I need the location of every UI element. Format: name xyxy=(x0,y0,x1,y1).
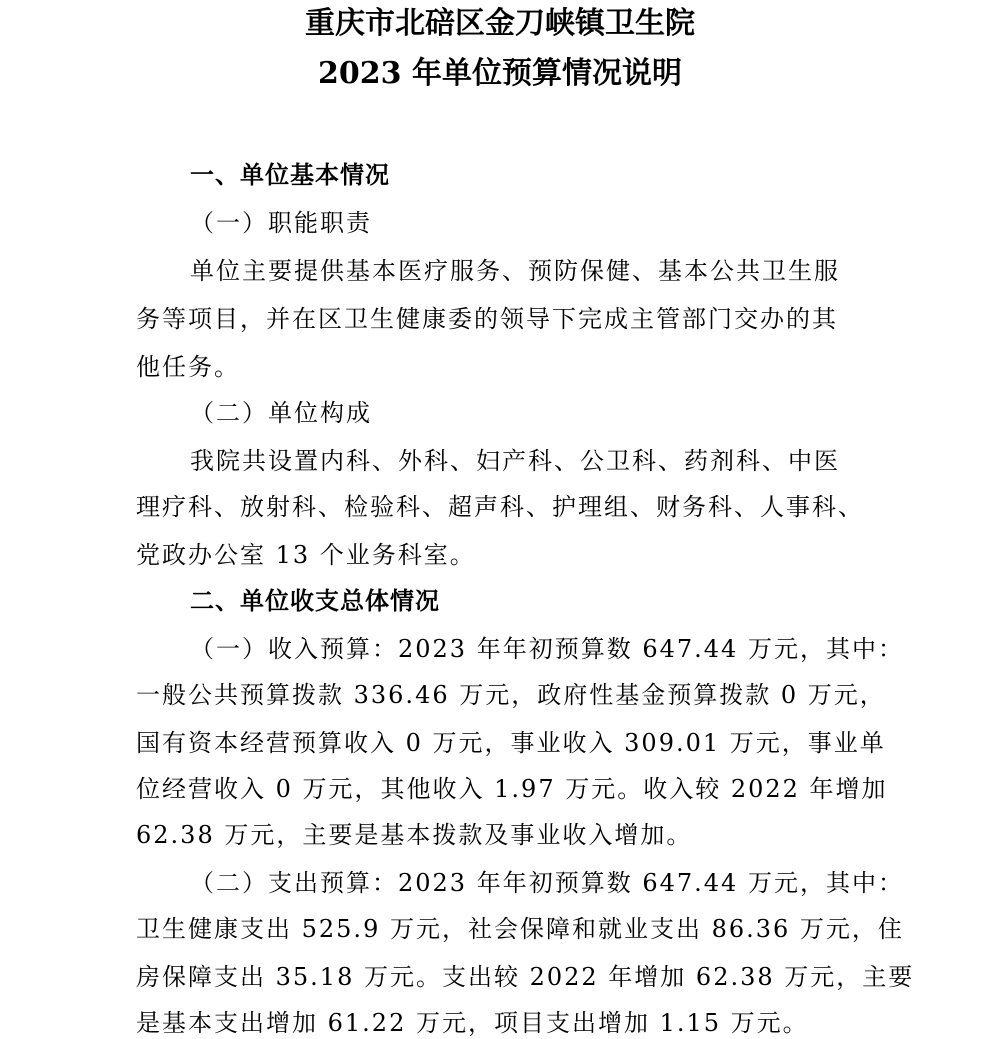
paragraph-line: 我院共设置内科、外科、妇产科、公卫科、药剂科、中医 xyxy=(190,447,840,475)
paragraph-line: 理疗科、放射科、检验科、超声科、护理组、财务科、人事科、 xyxy=(136,493,864,521)
paragraph-line: 卫生健康支出 525.9 万元，社会保障和就业支出 86.36 万元，住 xyxy=(136,915,904,943)
section-heading-revenue-expenditure: 二、单位收支总体情况 xyxy=(190,586,440,615)
document-title-line-1: 重庆市北碚区金刀峡镇卫生院 xyxy=(305,6,695,41)
paragraph-line: 房保障支出 35.18 万元。支出较 2022 年增加 62.38 万元，主要 xyxy=(136,963,915,991)
paragraph-line: 62.38 万元，主要是基本拨款及事业收入增加。 xyxy=(136,821,693,849)
section-heading-basic-info: 一、单位基本情况 xyxy=(190,160,390,189)
paragraph-line: 国有资本经营预算收入 0 万元，事业收入 309.01 万元，事业单 xyxy=(136,729,886,757)
paragraph-line: 位经营收入 0 万元，其他收入 1.97 万元。收入较 2022 年增加 xyxy=(136,775,888,803)
paragraph-line: 是基本支出增加 61.22 万元，项目支出增加 1.15 万元。 xyxy=(136,1009,809,1037)
subheading-composition: （二）单位构成 xyxy=(190,399,372,427)
paragraph-line: 党政办公室 13 个业务科室。 xyxy=(136,541,476,569)
subheading-functions: （一）职能职责 xyxy=(190,209,372,237)
paragraph-line: 务等项目，并在区卫生健康委的领导下完成主管部门交办的其 xyxy=(136,305,838,333)
paragraph-line: 他任务。 xyxy=(136,353,240,381)
document-title-line-2: 2023 年单位预算情况说明 xyxy=(318,56,682,91)
paragraph-line: 一般公共预算拨款 336.46 万元，政府性基金预算拨款 0 万元， xyxy=(136,681,886,709)
paragraph-line-income-budget: （一）收入预算：2023 年年初预算数 647.44 万元，其中： xyxy=(190,635,904,663)
paragraph-line-expenditure-budget: （二）支出预算：2023 年年初预算数 647.44 万元，其中： xyxy=(190,869,904,897)
paragraph-line: 单位主要提供基本医疗服务、预防保健、基本公共卫生服 xyxy=(190,257,840,285)
